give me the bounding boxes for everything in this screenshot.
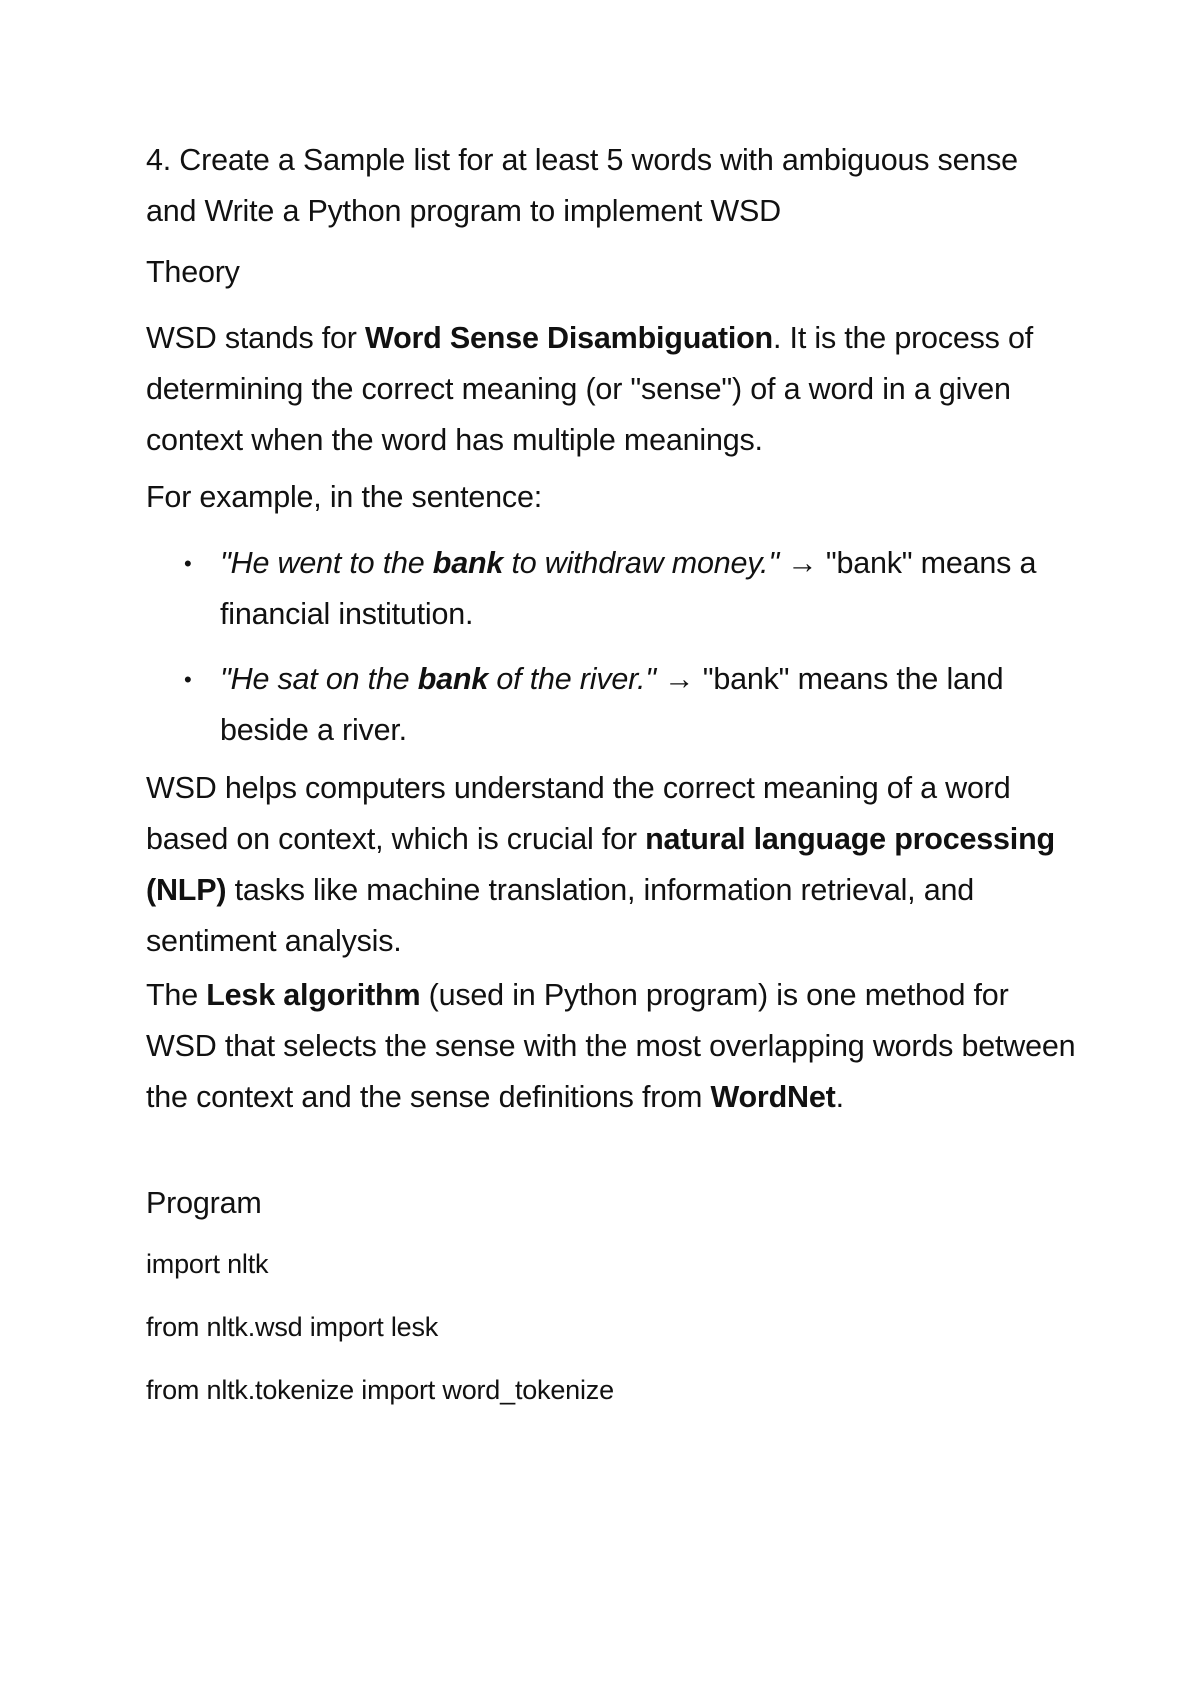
quote-bold: bank — [417, 662, 489, 696]
code-line: import nltk — [146, 1249, 269, 1279]
quote-bold: bank — [432, 546, 504, 580]
quote-post: of the river." — [488, 662, 656, 696]
quote-post: to withdraw money." — [503, 546, 779, 580]
lesk-term2: WordNet — [710, 1080, 836, 1114]
definition-post: . It is the process of determining the correct meaning (or "sense") of a word in a given context when the word has multiple meanings. — [146, 321, 1034, 457]
example-intro: For example, in the sentence: — [146, 480, 543, 514]
list-item — [146, 538, 1076, 640]
example-list — [146, 538, 1076, 756]
theory-heading: Theory — [146, 255, 240, 289]
example-quote — [220, 662, 656, 696]
question-text: 4. Create a Sample list for at least 5 words with ambiguous sense and Write a Python program to implement WSD — [146, 143, 1018, 228]
example-explanation: → "bank" means the land beside a river. — [220, 662, 1004, 747]
quote-pre: "He sat on the — [220, 662, 418, 696]
definition-paragraph — [146, 313, 1076, 466]
code-line: from nltk.tokenize import word_tokenize — [146, 1375, 614, 1405]
code-line: from nltk.wsd import lesk — [146, 1312, 439, 1342]
bullet-marker: • — [184, 551, 192, 576]
example-quote — [220, 546, 779, 580]
program-heading: Program — [146, 1186, 262, 1220]
bullet-marker: • — [184, 667, 192, 692]
example-explanation: → "bank" means a financial institution. — [220, 546, 1037, 631]
list-item — [146, 654, 1076, 756]
wsd-helps-pre: WSD helps computers understand the correct meaning of a word based on context, which is crucial for — [146, 771, 1011, 856]
lesk-term: Lesk algorithm — [206, 978, 421, 1012]
lesk-post: . — [835, 1080, 844, 1114]
lesk-mid: (used in Python program) is one method for WSD that selects the sense with the most overlapping words between the context and the sense definitions from — [146, 978, 1076, 1114]
quote-pre: "He went to the — [220, 546, 433, 580]
lesk-paragraph — [146, 970, 1076, 1123]
definition-pre: WSD stands for — [146, 321, 366, 355]
wsd-helps-post: tasks like machine translation, information retrieval, and sentiment analysis. — [146, 873, 974, 958]
wsd-helps-paragraph — [146, 763, 1076, 967]
definition-term: Word Sense Disambiguation — [365, 321, 773, 355]
lesk-pre: The — [146, 978, 207, 1012]
wsd-helps-term: natural language processing (NLP) — [146, 822, 1055, 907]
